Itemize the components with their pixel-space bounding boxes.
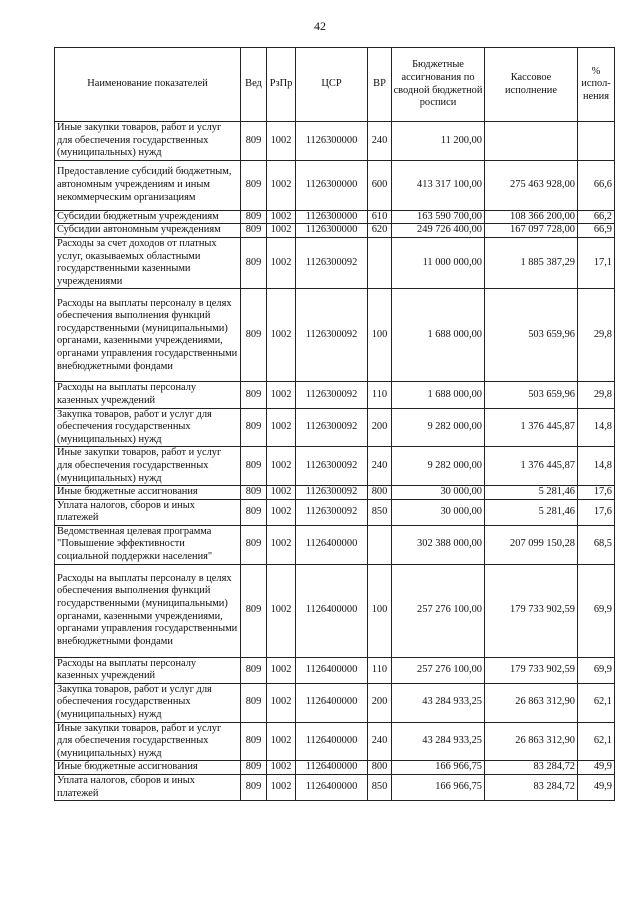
cell-name: Расходы на выплаты персоналу в целях обеспечения выполнения функций государственными (муниципальными) органами, казенными учреждениями, органами управления государственными внебюджетными фондами [55,289,241,382]
cell-name: Расходы на выплаты персоналу в целях обеспечения выполнения функций государственными (муниципальными) органами, казенными учреждениями, органами управления государственными внебюджетными фондами [55,564,241,657]
header-rzpr: РзПр [267,48,296,122]
cell-percent: 17,1 [578,237,615,288]
header-vr: ВР [368,48,392,122]
cell-cash: 26 863 312,90 [485,722,578,761]
cell-vr: 100 [368,289,392,382]
cell-cash: 5 281,46 [485,499,578,525]
table-row [55,657,615,683]
cell-budget: 1 688 000,00 [392,289,485,382]
cell-budget: 257 276 100,00 [392,564,485,657]
cell-csr: 1126300092 [296,499,368,525]
cell-vr: 800 [368,761,392,775]
cell-rzpr: 1002 [267,408,296,447]
cell-name: Уплата налогов, сборов и иных платежей [55,775,241,801]
cell-budget: 1 688 000,00 [392,382,485,408]
table-row [55,237,615,288]
cell-percent: 62,1 [578,722,615,761]
cell-rzpr: 1002 [267,382,296,408]
cell-budget: 166 966,75 [392,775,485,801]
header-ved: Вед [241,48,267,122]
cell-ved: 809 [241,160,267,210]
cell-name: Иные закупки товаров, работ и услуг для обеспечения государственных (муниципальных) нужд [55,447,241,486]
cell-percent: 49,9 [578,775,615,801]
table-row [55,160,615,210]
cell-cash: 275 463 928,00 [485,160,578,210]
cell-cash: 1 376 445,87 [485,447,578,486]
table-row [55,722,615,761]
cell-csr: 1126400000 [296,525,368,564]
cell-rzpr: 1002 [267,237,296,288]
cell-rzpr: 1002 [267,683,296,722]
cell-vr: 850 [368,499,392,525]
cell-percent: 62,1 [578,683,615,722]
header-cash: Кассовое исполнение [485,48,578,122]
cell-cash: 83 284,72 [485,761,578,775]
cell-percent: 69,9 [578,657,615,683]
cell-vr: 110 [368,382,392,408]
cell-budget: 43 284 933,25 [392,722,485,761]
cell-budget: 9 282 000,00 [392,447,485,486]
cell-name: Иные закупки товаров, работ и услуг для обеспечения государственных (муниципальных) нужд [55,722,241,761]
cell-ved: 809 [241,122,267,161]
cell-rzpr: 1002 [267,160,296,210]
cell-rzpr: 1002 [267,761,296,775]
cell-budget: 9 282 000,00 [392,408,485,447]
cell-ved: 809 [241,683,267,722]
cell-cash: 503 659,96 [485,382,578,408]
cell-budget: 166 966,75 [392,761,485,775]
cell-rzpr: 1002 [267,525,296,564]
cell-vr: 200 [368,683,392,722]
table-row [55,564,615,657]
cell-budget: 43 284 933,25 [392,683,485,722]
budget-execution-table [54,47,615,801]
cell-budget: 249 726 400,00 [392,224,485,238]
cell-name: Расходы на выплаты персоналу казенных учреждений [55,657,241,683]
cell-csr: 1126300092 [296,289,368,382]
cell-vr: 850 [368,775,392,801]
cell-ved: 809 [241,224,267,238]
cell-cash: 179 733 902,59 [485,564,578,657]
cell-ved: 809 [241,775,267,801]
cell-rzpr: 1002 [267,486,296,500]
cell-name: Предоставление субсидий бюджетным, автономным учреждениям и иным некоммерческим организациям [55,160,241,210]
cell-name: Уплата налогов, сборов и иных платежей [55,499,241,525]
header-percent: % испол-нения [578,48,615,122]
cell-csr: 1126300000 [296,210,368,224]
cell-name: Субсидии бюджетным учреждениям [55,210,241,224]
cell-percent: 68,5 [578,525,615,564]
cell-cash: 503 659,96 [485,289,578,382]
cell-percent: 29,8 [578,289,615,382]
table-row [55,525,615,564]
cell-csr: 1126400000 [296,564,368,657]
cell-name: Иные закупки товаров, работ и услуг для обеспечения государственных (муниципальных) нужд [55,122,241,161]
cell-ved: 809 [241,408,267,447]
cell-cash: 1 885 387,29 [485,237,578,288]
cell-csr: 1126400000 [296,761,368,775]
table-row [55,122,615,161]
page-number: 42 [314,19,326,33]
cell-percent: 69,9 [578,564,615,657]
cell-cash: 167 097 728,00 [485,224,578,238]
table-row [55,289,615,382]
header-budget: Бюджетные ассигнования по сводной бюджетной росписи [392,48,485,122]
cell-cash: 5 281,46 [485,486,578,500]
cell-vr: 240 [368,122,392,161]
cell-vr: 610 [368,210,392,224]
table-row [55,224,615,238]
cell-name: Расходы за счет доходов от платных услуг, оказываемых областными государственными казенными учреждениями [55,237,241,288]
cell-vr: 240 [368,722,392,761]
cell-name: Иные бюджетные ассигнования [55,761,241,775]
cell-rzpr: 1002 [267,210,296,224]
cell-vr: 100 [368,564,392,657]
table-row [55,408,615,447]
cell-percent [578,122,615,161]
cell-cash [485,122,578,161]
cell-percent: 17,6 [578,486,615,500]
cell-cash: 108 366 200,00 [485,210,578,224]
cell-percent: 66,2 [578,210,615,224]
cell-ved: 809 [241,722,267,761]
cell-vr: 600 [368,160,392,210]
cell-percent: 66,6 [578,160,615,210]
cell-ved: 809 [241,447,267,486]
cell-csr: 1126400000 [296,775,368,801]
cell-cash: 26 863 312,90 [485,683,578,722]
cell-name: Иные бюджетные ассигнования [55,486,241,500]
cell-vr [368,525,392,564]
cell-name: Закупка товаров, работ и услуг для обеспечения государственных (муниципальных) нужд [55,683,241,722]
cell-csr: 1126300092 [296,486,368,500]
cell-name: Ведомственная целевая программа "Повышение эффективности социальной поддержки населения" [55,525,241,564]
cell-vr: 240 [368,447,392,486]
cell-csr: 1126300000 [296,224,368,238]
cell-ved: 809 [241,525,267,564]
header-name: Наименование показателей [55,48,241,122]
cell-name: Расходы на выплаты персоналу казенных учреждений [55,382,241,408]
table-row [55,775,615,801]
cell-vr: 800 [368,486,392,500]
header-csr: ЦСР [296,48,368,122]
table-header-row [55,48,615,122]
cell-rzpr: 1002 [267,657,296,683]
cell-name: Закупка товаров, работ и услуг для обеспечения государственных (муниципальных) нужд [55,408,241,447]
cell-rzpr: 1002 [267,289,296,382]
cell-vr: 200 [368,408,392,447]
cell-ved: 809 [241,382,267,408]
cell-ved: 809 [241,237,267,288]
cell-csr: 1126400000 [296,657,368,683]
cell-rzpr: 1002 [267,499,296,525]
cell-rzpr: 1002 [267,564,296,657]
cell-ved: 809 [241,564,267,657]
cell-vr: 110 [368,657,392,683]
cell-budget: 302 388 000,00 [392,525,485,564]
table-row [55,499,615,525]
cell-cash: 179 733 902,59 [485,657,578,683]
cell-cash: 1 376 445,87 [485,408,578,447]
cell-budget: 163 590 700,00 [392,210,485,224]
cell-ved: 809 [241,289,267,382]
cell-rzpr: 1002 [267,224,296,238]
cell-csr: 1126300092 [296,408,368,447]
cell-vr: 620 [368,224,392,238]
cell-csr: 1126300092 [296,447,368,486]
cell-budget: 257 276 100,00 [392,657,485,683]
table-row [55,447,615,486]
cell-budget: 30 000,00 [392,486,485,500]
cell-ved: 809 [241,761,267,775]
cell-csr: 1126300000 [296,122,368,161]
cell-percent: 29,8 [578,382,615,408]
cell-cash: 83 284,72 [485,775,578,801]
cell-rzpr: 1002 [267,775,296,801]
cell-csr: 1126300000 [296,160,368,210]
cell-csr: 1126300092 [296,237,368,288]
cell-csr: 1126400000 [296,722,368,761]
cell-percent: 14,8 [578,447,615,486]
cell-budget: 413 317 100,00 [392,160,485,210]
cell-percent: 66,9 [578,224,615,238]
cell-ved: 809 [241,210,267,224]
cell-budget: 11 000 000,00 [392,237,485,288]
cell-rzpr: 1002 [267,122,296,161]
cell-name: Субсидии автономным учреждениям [55,224,241,238]
cell-percent: 14,8 [578,408,615,447]
cell-rzpr: 1002 [267,447,296,486]
cell-budget: 30 000,00 [392,499,485,525]
table-row [55,683,615,722]
cell-csr: 1126300092 [296,382,368,408]
cell-percent: 49,9 [578,761,615,775]
cell-budget: 11 200,00 [392,122,485,161]
table-row [55,761,615,775]
table-row [55,382,615,408]
cell-ved: 809 [241,486,267,500]
table-row [55,210,615,224]
cell-ved: 809 [241,499,267,525]
cell-rzpr: 1002 [267,722,296,761]
cell-percent: 17,6 [578,499,615,525]
cell-cash: 207 099 150,28 [485,525,578,564]
cell-csr: 1126400000 [296,683,368,722]
cell-vr [368,237,392,288]
table-row [55,486,615,500]
cell-ved: 809 [241,657,267,683]
